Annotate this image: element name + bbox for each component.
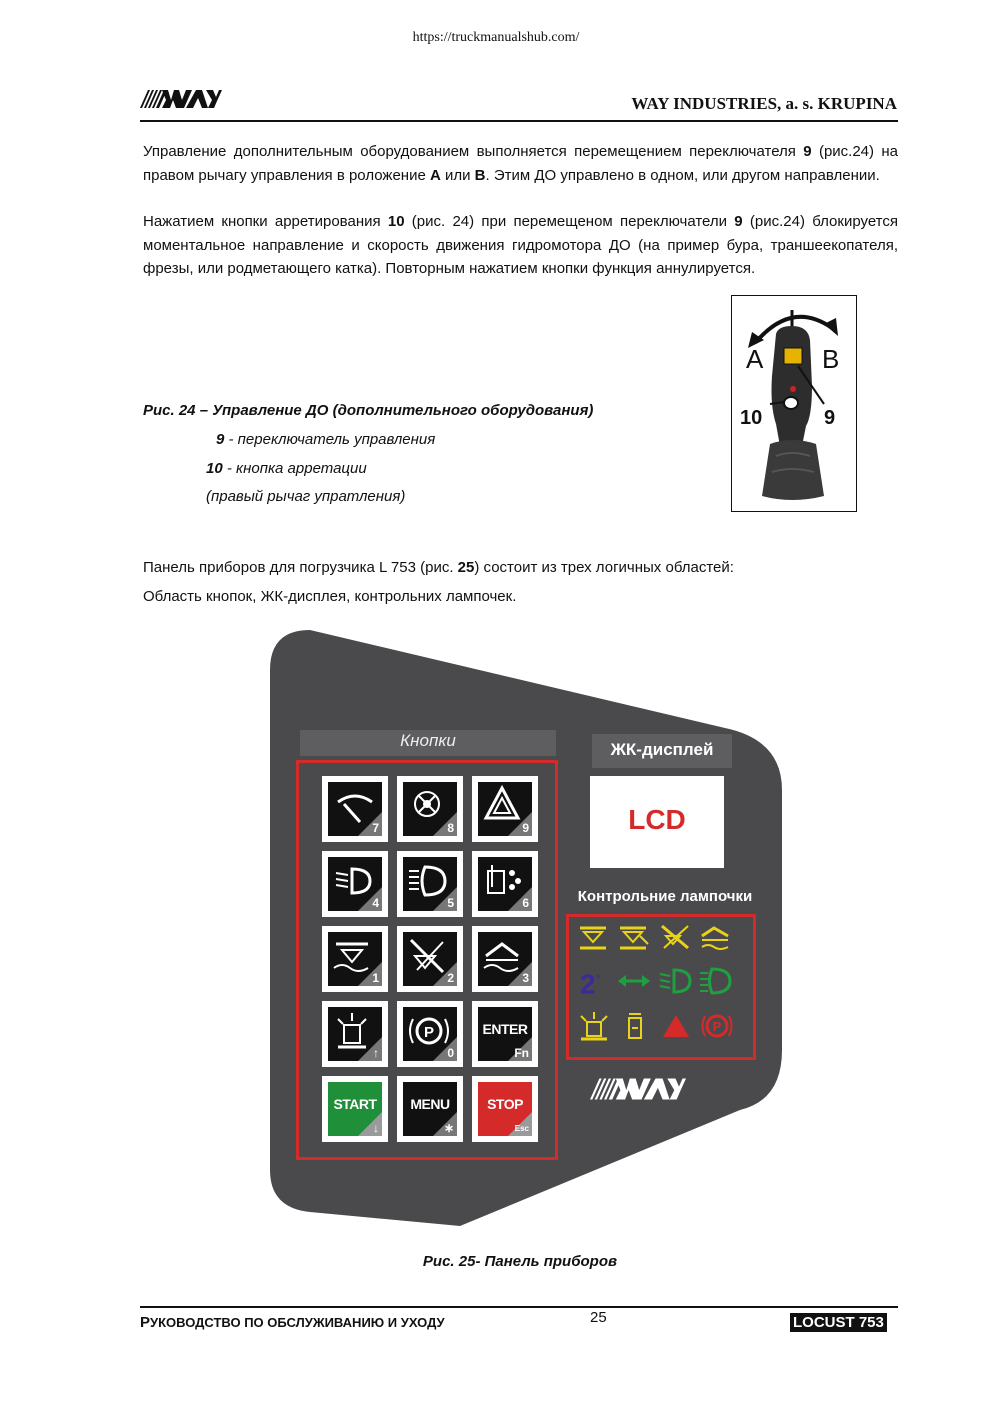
way-logo (140, 88, 222, 115)
company-name: WAY INDUSTRIES, a. s. KRUPINA (631, 94, 897, 113)
bucket-level-button[interactable]: 3 (472, 926, 538, 992)
buttons-title: Кнопки (400, 731, 456, 750)
bucket-return-lamp-icon (616, 922, 652, 952)
parking-brake-lamp-icon (700, 1010, 734, 1042)
fuel-lamp-icon (622, 1010, 648, 1042)
beacon-button[interactable]: ↑ (322, 1001, 388, 1067)
figure-24-caption: Рис. 24 – Управление ДО (дополнительного оборудования) (143, 402, 594, 419)
page-number: 25 (590, 1309, 607, 1326)
label-10: 10 (740, 407, 763, 429)
paragraph-1: Управление дополнительным оборудованием выполняется перемещением переключателя 9 (рис.24) на правом рычагу управления в роложение A или B. Этим ДО управлено в одном, или другом направлении. (143, 143, 898, 184)
second-speed-lamp-icon: 2° (580, 968, 601, 1000)
footer-rule (140, 1306, 898, 1308)
menu-button[interactable]: MENU ∗ (397, 1076, 463, 1142)
lcd-title: ЖК-дисплей (610, 740, 714, 759)
source-url: https://truckmanualshub.com/ (412, 30, 580, 45)
stop-label: STOP (487, 1096, 523, 1112)
instrument-panel (270, 630, 784, 1226)
enter-label: ENTER (482, 1021, 528, 1037)
figure-25-caption: Рис. 25- Панель приборов (422, 1253, 618, 1270)
enter-button[interactable]: ENTER Fn (472, 1001, 538, 1067)
header-rule (140, 120, 898, 122)
svg-text:P: P (423, 1024, 435, 1041)
bucket-float-button[interactable]: 1 (322, 926, 388, 992)
joystick-photo (731, 295, 857, 512)
low-beam-lamp-icon (658, 966, 694, 996)
stop-button[interactable]: STOP Esc (472, 1076, 538, 1142)
lcd-label: LCD (628, 804, 686, 835)
bucket-lock-button[interactable]: 2 (397, 926, 463, 992)
turn-signal-lamp-icon (616, 966, 652, 996)
warning-lamp-icon (660, 1012, 692, 1040)
beacon-lamp-icon (576, 1010, 612, 1042)
high-beam-button[interactable]: 5 (397, 851, 463, 917)
wiper-button[interactable]: 7 (322, 776, 388, 842)
parking-brake-button[interactable]: P 0 (397, 1001, 463, 1067)
lamps-title: Контрольние лампочки (577, 888, 753, 905)
label-b: B (822, 344, 840, 374)
paragraph-3: Панель приборов для погрузчика L 753 (рис. 25) состоит из трех логичных областей: (143, 559, 734, 576)
footer-manual-title: РУКОВОДСТВО ПО ОБСЛУЖИВАНИЮ И УХОДУ (140, 1314, 445, 1331)
svg-text:P: P (712, 1019, 722, 1034)
bucket-float-lamp-icon (576, 922, 612, 952)
legend-item-10: 10 - кнопка арретации (206, 460, 367, 477)
legend-note: (правый рычаг упратления) (206, 488, 406, 505)
fan-button[interactable]: 8 (397, 776, 463, 842)
paragraph-4: Область кнопок, ЖК-дисплея, контрольних лампочек. (143, 588, 517, 605)
label-a: A (746, 344, 764, 374)
label-9: 9 (824, 407, 836, 429)
low-beam-button[interactable]: 4 (322, 851, 388, 917)
way-logo (590, 1076, 686, 1107)
high-beam-lamp-icon (698, 966, 734, 996)
start-button[interactable]: START ↓ (322, 1076, 388, 1142)
legend-item-9: 9 - переключатель управления (216, 431, 436, 448)
paragraph-2: Нажатием кнопки арретирования 10 (рис. 24) при перемещеном переключатели 9 (рис.24) блокируется моментальное направление и скорость движения гидромотора ДО (на пример бура, траншеекопателя, фрезы, или родметающего катка). Повторным нажатием кнопки функция аннулируется. (143, 213, 898, 277)
model-badge: LOCUST 753 (790, 1313, 887, 1332)
start-label: START (333, 1096, 377, 1112)
hazard-button[interactable]: 9 (472, 776, 538, 842)
bucket-level-lamp-icon (698, 922, 734, 952)
hydraulic-lock-button[interactable]: 6 (472, 851, 538, 917)
menu-label: MENU (410, 1096, 450, 1112)
bucket-lock-lamp-icon (658, 922, 694, 952)
